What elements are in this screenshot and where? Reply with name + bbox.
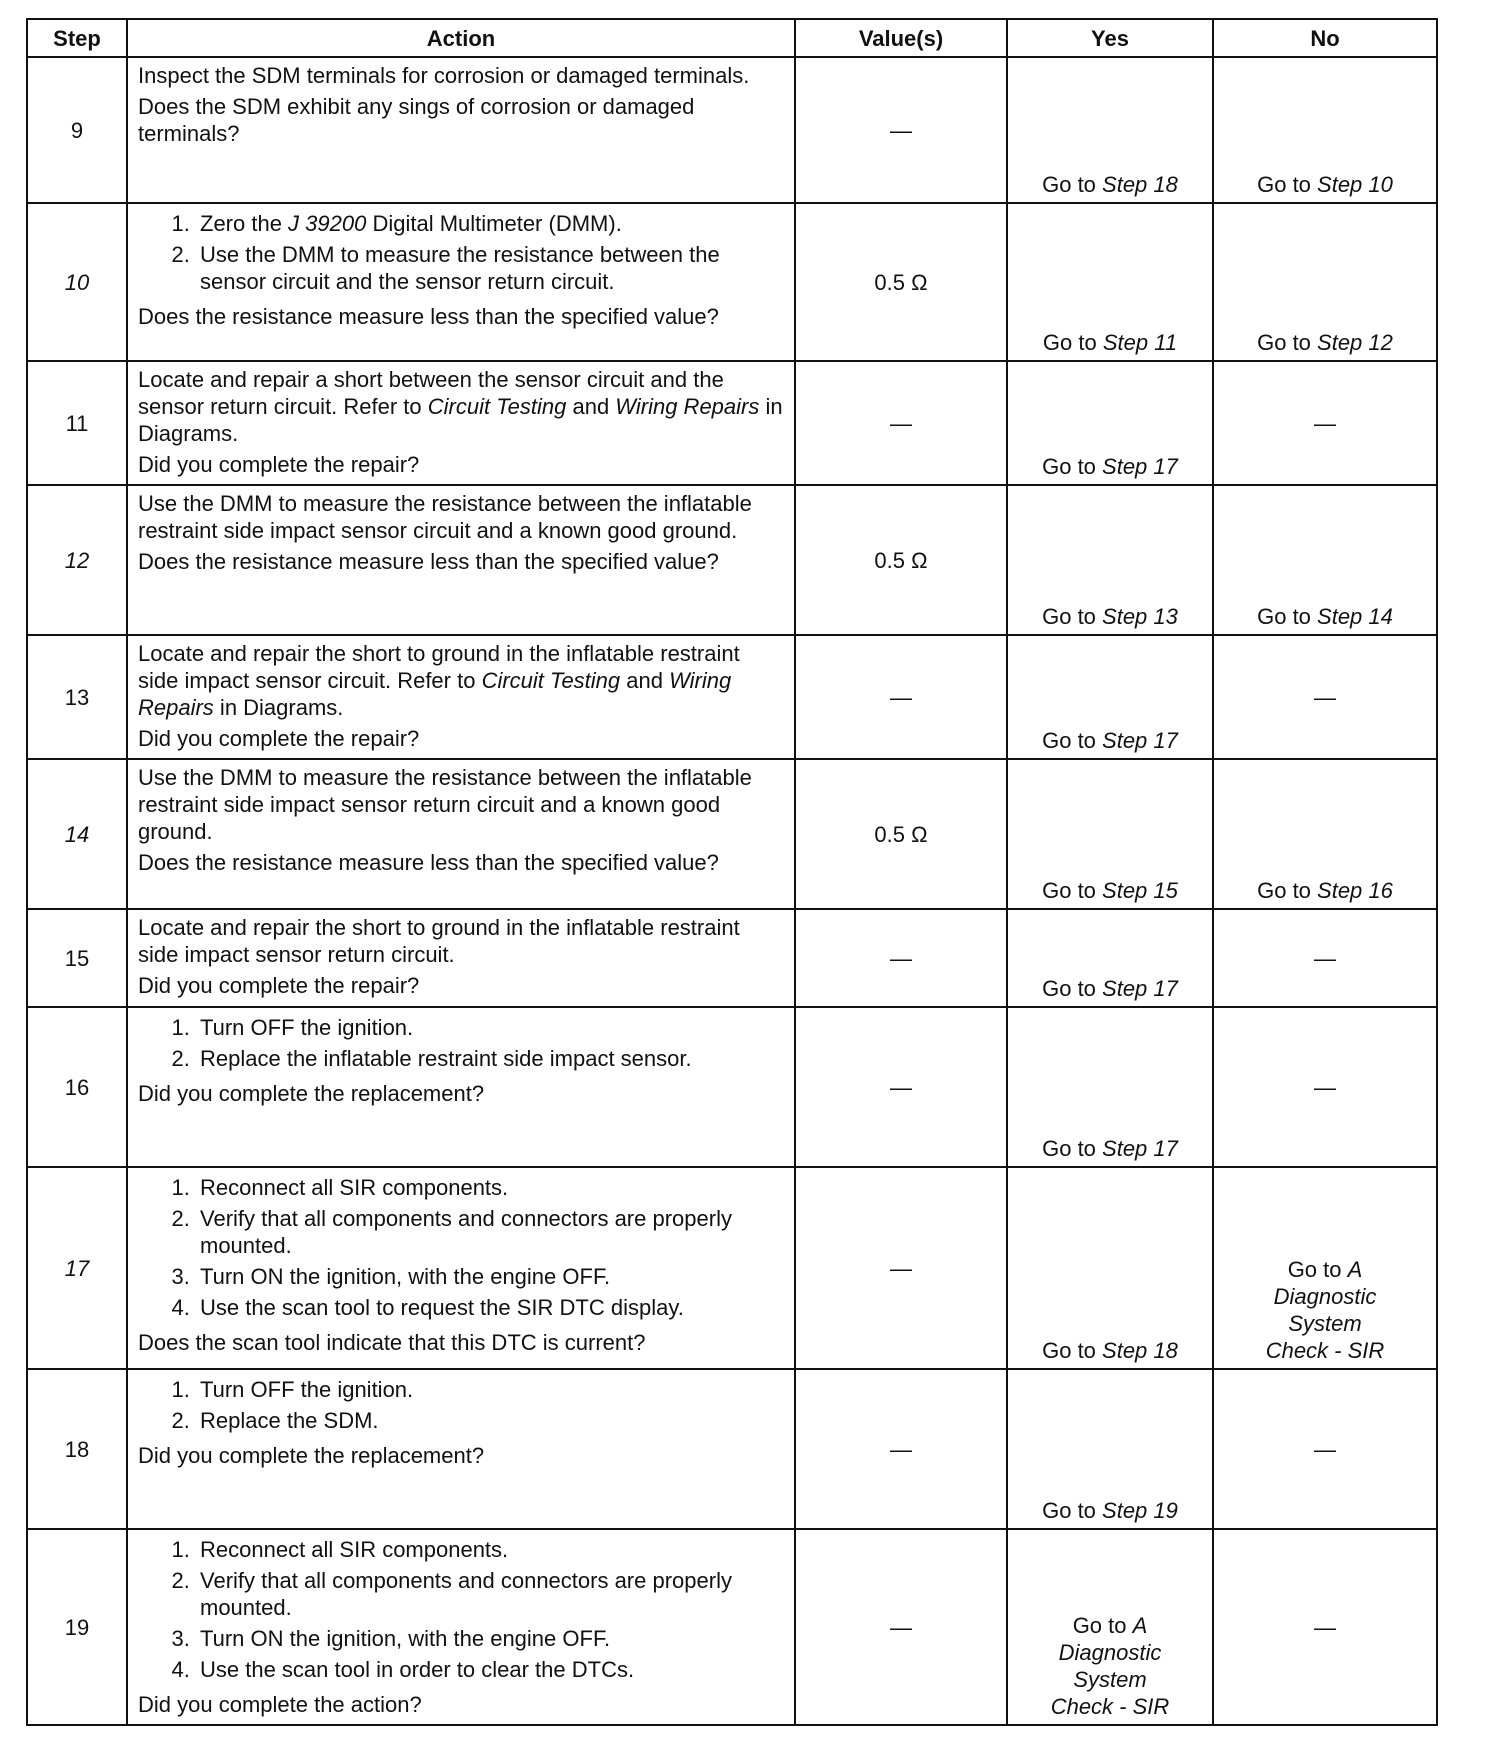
yes-cell: Go to A Diagnostic System Check - SIR	[1007, 1529, 1213, 1725]
no-cell	[1213, 485, 1437, 635]
action-cell	[127, 203, 795, 361]
action-text: Inspect the SDM terminals for corrosion or damaged terminals.	[138, 63, 750, 88]
yes-target: Step 17	[1102, 728, 1178, 753]
table-row	[27, 1529, 1437, 1725]
yes-prefix: Go to	[1042, 330, 1103, 355]
action-question: Does the scan tool indicate that this DTC is current?	[138, 1330, 646, 1355]
no-target: Step 14	[1317, 604, 1393, 629]
yes-prefix: Go to	[1042, 728, 1103, 753]
action-list-item: 1. Reconnect all SIR components.	[196, 1536, 786, 1563]
value-cell: —	[795, 1529, 1007, 1725]
yes-prefix: Go to	[1042, 172, 1103, 197]
yes-cell	[1007, 485, 1213, 635]
no-prefix: Go to	[1287, 1257, 1348, 1282]
action-cell	[127, 909, 795, 1007]
action-cell	[127, 57, 795, 203]
action-text: Locate and repair the short to ground in the inflatable restraint side impact sensor circuit. Refer to Circuit Testing and Wiring Repairs in Diagrams.	[138, 641, 740, 720]
table-row	[27, 759, 1437, 909]
yes-prefix: Go to	[1072, 1613, 1133, 1638]
no-cell: —	[1213, 361, 1437, 485]
value-cell: 0.5 Ω	[795, 759, 1007, 909]
action-cell	[127, 361, 795, 485]
yes-cell	[1007, 759, 1213, 909]
action-list-item: 1. Turn OFF the ignition.	[196, 1376, 786, 1403]
value-cell: 0.5 Ω	[795, 485, 1007, 635]
no-target: Step 12	[1317, 330, 1393, 355]
header-action: Action	[127, 19, 795, 57]
no-prefix: Go to	[1257, 878, 1318, 903]
table-row	[27, 361, 1437, 485]
header-step: Step	[27, 19, 127, 57]
action-cell	[127, 485, 795, 635]
action-cell	[127, 1167, 795, 1369]
action-text: Locate and repair a short between the sensor circuit and the sensor return circuit. Refer to Circuit Testing and Wiring Repairs in Diagrams.	[138, 367, 783, 446]
table-row	[27, 203, 1437, 361]
value-cell: —	[795, 57, 1007, 203]
action-cell	[127, 635, 795, 759]
action-question: Did you complete the action?	[138, 1692, 422, 1717]
no-target: Step 16	[1317, 878, 1393, 903]
yes-target: Step 18	[1102, 172, 1178, 197]
step-number: 17	[27, 1167, 127, 1369]
value-cell: —	[795, 635, 1007, 759]
table-row	[27, 57, 1437, 203]
yes-cell	[1007, 909, 1213, 1007]
action-cell	[127, 759, 795, 909]
step-number: 11	[27, 361, 127, 485]
action-list-item: 1. Zero the J 39200 Digital Multimeter (DMM).	[196, 210, 786, 237]
step-number: 18	[27, 1369, 127, 1529]
action-list-item: 2. Replace the SDM.	[196, 1407, 786, 1434]
step-number: 9	[27, 57, 127, 203]
table-row	[27, 1167, 1437, 1369]
yes-cell	[1007, 1167, 1213, 1369]
table-row	[27, 909, 1437, 1007]
yes-prefix: Go to	[1042, 878, 1103, 903]
no-target: Step 10	[1317, 172, 1393, 197]
yes-prefix: Go to	[1042, 976, 1103, 1001]
value-cell: —	[795, 361, 1007, 485]
action-list-item: 4. Use the scan tool in order to clear the DTCs.	[196, 1656, 786, 1683]
step-number: 12	[27, 485, 127, 635]
action-question: Did you complete the repair?	[138, 726, 420, 751]
table-row	[27, 485, 1437, 635]
yes-target: Step 19	[1102, 1498, 1178, 1523]
action-list-item: 2. Use the DMM to measure the resistance between the sensor circuit and the sensor return circuit.	[196, 241, 786, 295]
value-cell: —	[795, 1369, 1007, 1529]
yes-cell	[1007, 1007, 1213, 1167]
action-cell	[127, 1007, 795, 1167]
table-row	[27, 1369, 1437, 1529]
yes-prefix: Go to	[1042, 1338, 1103, 1363]
no-prefix: Go to	[1257, 330, 1318, 355]
action-question: Did you complete the repair?	[138, 452, 420, 477]
yes-cell	[1007, 635, 1213, 759]
action-text: Locate and repair the short to ground in the inflatable restraint side impact sensor return circuit.	[138, 915, 740, 967]
yes-cell	[1007, 57, 1213, 203]
action-list-item: 4. Use the scan tool to request the SIR DTC display.	[196, 1294, 786, 1321]
no-prefix: Go to	[1257, 172, 1318, 197]
no-cell: —	[1213, 1007, 1437, 1167]
header-row	[27, 19, 1437, 57]
value-cell: —	[795, 1167, 1007, 1369]
step-number: 13	[27, 635, 127, 759]
table-row	[27, 635, 1437, 759]
no-cell	[1213, 203, 1437, 361]
no-cell: —	[1213, 1369, 1437, 1529]
action-cell	[127, 1369, 795, 1529]
action-list-item: 2. Replace the inflatable restraint side impact sensor.	[196, 1045, 786, 1072]
yes-target: Step 18	[1102, 1338, 1178, 1363]
yes-target: Step 17	[1102, 1136, 1178, 1161]
action-text: Use the DMM to measure the resistance between the inflatable restraint side impact sensor return circuit and a known good ground.	[138, 765, 752, 844]
header-values: Value(s)	[795, 19, 1007, 57]
action-list-item: 1. Reconnect all SIR components.	[196, 1174, 786, 1201]
value-cell: —	[795, 1007, 1007, 1167]
no-cell: —	[1213, 1529, 1437, 1725]
no-cell	[1213, 57, 1437, 203]
action-question: Did you complete the replacement?	[138, 1081, 485, 1106]
action-question: Does the resistance measure less than the specified value?	[138, 850, 719, 875]
yes-cell	[1007, 203, 1213, 361]
action-list-item: 1. Turn OFF the ignition.	[196, 1014, 786, 1041]
yes-prefix: Go to	[1042, 1136, 1103, 1161]
step-number: 10	[27, 203, 127, 361]
table-row	[27, 1007, 1437, 1167]
step-number: 16	[27, 1007, 127, 1167]
step-number: 14	[27, 759, 127, 909]
diagnostic-table	[26, 18, 1438, 1726]
yes-target: Step 11	[1102, 330, 1178, 355]
yes-target: Step 13	[1102, 604, 1178, 629]
yes-cell	[1007, 361, 1213, 485]
no-cell: —	[1213, 909, 1437, 1007]
yes-target: Step 17	[1102, 454, 1178, 479]
header-yes: Yes	[1007, 19, 1213, 57]
action-question: Does the resistance measure less than the specified value?	[138, 549, 719, 574]
action-list-item: 2. Verify that all components and connectors are properly mounted.	[196, 1567, 786, 1621]
action-question: Did you complete the repair?	[138, 973, 420, 998]
step-number: 15	[27, 909, 127, 1007]
yes-prefix: Go to	[1042, 454, 1103, 479]
action-list-item: 3. Turn ON the ignition, with the engine OFF.	[196, 1625, 786, 1652]
action-cell	[127, 1529, 795, 1725]
action-question: Does the resistance measure less than the specified value?	[138, 304, 719, 329]
no-cell: Go to A Diagnostic System Check - SIR	[1213, 1167, 1437, 1369]
yes-prefix: Go to	[1042, 604, 1103, 629]
action-text: Use the DMM to measure the resistance between the inflatable restraint side impact sensor circuit and a known good ground.	[138, 491, 752, 543]
yes-cell	[1007, 1369, 1213, 1529]
action-question: Did you complete the replacement?	[138, 1443, 485, 1468]
yes-target: Step 17	[1102, 976, 1178, 1001]
value-cell: —	[795, 909, 1007, 1007]
no-cell: —	[1213, 635, 1437, 759]
header-no: No	[1213, 19, 1437, 57]
yes-prefix: Go to	[1042, 1498, 1103, 1523]
action-list-item: 3. Turn ON the ignition, with the engine OFF.	[196, 1263, 786, 1290]
no-cell	[1213, 759, 1437, 909]
no-prefix: Go to	[1257, 604, 1318, 629]
yes-target: Step 15	[1102, 878, 1178, 903]
step-number: 19	[27, 1529, 127, 1725]
action-question: Does the SDM exhibit any sings of corrosion or damaged terminals?	[138, 94, 695, 146]
action-list-item: 2. Verify that all components and connectors are properly mounted.	[196, 1205, 786, 1259]
value-cell: 0.5 Ω	[795, 203, 1007, 361]
